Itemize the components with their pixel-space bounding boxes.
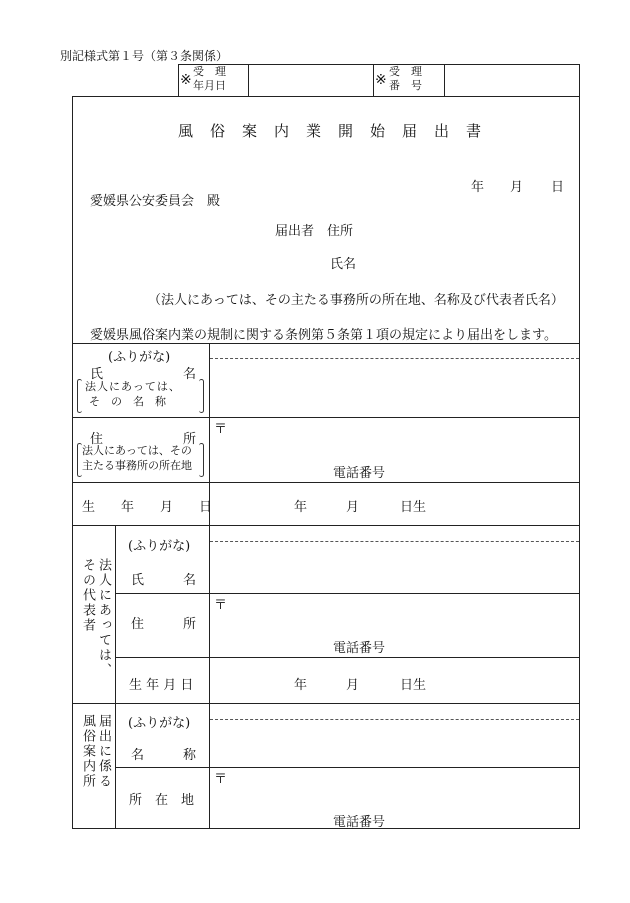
representative-dob-year: 年: [294, 678, 308, 693]
applicant-address-label-1: 住: [90, 432, 104, 447]
applicant-address-field[interactable]: [228, 419, 578, 459]
office-furigana-field[interactable]: [211, 705, 578, 718]
applicant-name-note-2: そ の 名 称: [89, 395, 166, 408]
applicant-phone-label: 電話番号: [333, 466, 386, 481]
office-location-label: 所 在 地: [129, 793, 195, 808]
applicant-address-label-2: 所: [183, 432, 197, 447]
representative-dob-day: 日生: [400, 678, 427, 693]
representative-side-label-1: その代表者: [80, 558, 95, 633]
applicant-name-field[interactable]: [211, 360, 578, 416]
office-postal-mark: 〒: [214, 772, 228, 787]
applicant-postal-mark: 〒: [214, 422, 228, 437]
filer-address-label: 届出者 住所: [275, 224, 354, 239]
date-day: 日: [551, 180, 565, 195]
applicant-dob-year: 年: [294, 500, 308, 515]
date-month: 月: [510, 180, 524, 195]
representative-address-field[interactable]: [228, 595, 578, 633]
form-title: 風 俗 案 内 業 開 始 届 出 書: [178, 122, 483, 140]
representative-phone-label: 電話番号: [333, 641, 386, 656]
office-name-field[interactable]: [211, 721, 578, 766]
receipt-number-label-2: 番 号: [389, 79, 422, 92]
applicant-dob-day: 日生: [400, 500, 427, 515]
applicant-dob-month: 月: [346, 500, 360, 515]
office-name-label-2: 称: [183, 748, 197, 763]
statement: 愛媛県風俗案内業の規制に関する条例第５条第１項の規定により届出をします。: [90, 328, 557, 343]
filer-name-label: 氏名: [330, 257, 357, 272]
receipt-date-label-2: 年月日: [193, 79, 226, 92]
representative-dob-field[interactable]: [211, 659, 578, 702]
applicant-address-note-1: 法人にあっては、その: [82, 444, 192, 457]
representative-address-label-2: 所: [183, 617, 197, 632]
representative-dob-label: 生 年 月 日: [129, 678, 194, 693]
office-phone-label: 電話番号: [333, 815, 386, 830]
applicant-dob-label: 生 年 月 日: [82, 500, 213, 515]
applicant-furigana-label: (ふりがな): [108, 350, 171, 365]
representative-furigana-label: (ふりがな): [128, 539, 191, 554]
receipt-date-label-1: 受 理: [193, 65, 226, 78]
representative-name-label-1: 氏: [131, 573, 145, 588]
applicant-address-note-2: 主たる事務所の所在地: [82, 459, 192, 472]
office-furigana-label: (ふりがな): [128, 716, 191, 731]
form-id: 別記様式第１号（第３条関係）: [60, 49, 229, 63]
representative-side-label-2: 法人にあっては、: [96, 558, 111, 678]
office-location-field[interactable]: [228, 769, 578, 807]
office-side-label-2: 届出に係る: [96, 714, 111, 789]
applicant-dob-field[interactable]: [211, 484, 578, 524]
representative-address-label-1: 住: [131, 617, 145, 632]
receipt-number-label-1: 受 理: [389, 65, 422, 78]
office-name-label-1: 名: [131, 748, 145, 763]
receipt-number-mark: ※: [375, 72, 387, 88]
applicant-name-label-2: 名: [183, 367, 197, 382]
representative-dob-month: 月: [346, 678, 360, 693]
representative-name-label-2: 名: [183, 573, 197, 588]
representative-postal-mark: 〒: [214, 598, 228, 613]
representative-furigana-field[interactable]: [211, 527, 578, 540]
applicant-name-label-1: 氏: [90, 367, 104, 382]
date-year: 年: [471, 180, 485, 195]
representative-name-field[interactable]: [211, 543, 578, 592]
addressee: 愛媛県公安委員会 殿: [90, 194, 221, 209]
applicant-name-note-1: 法人にあっては、: [85, 380, 181, 393]
applicant-furigana-field[interactable]: [211, 344, 578, 357]
office-side-label-1: 風俗案内所: [80, 714, 95, 789]
receipt-date-field[interactable]: [249, 65, 372, 95]
filer-note: （法人にあっては、その主たる事務所の所在地、名称及び代表者氏名）: [148, 293, 564, 308]
receipt-date-mark: ※: [180, 72, 192, 88]
receipt-number-field[interactable]: [445, 65, 579, 95]
